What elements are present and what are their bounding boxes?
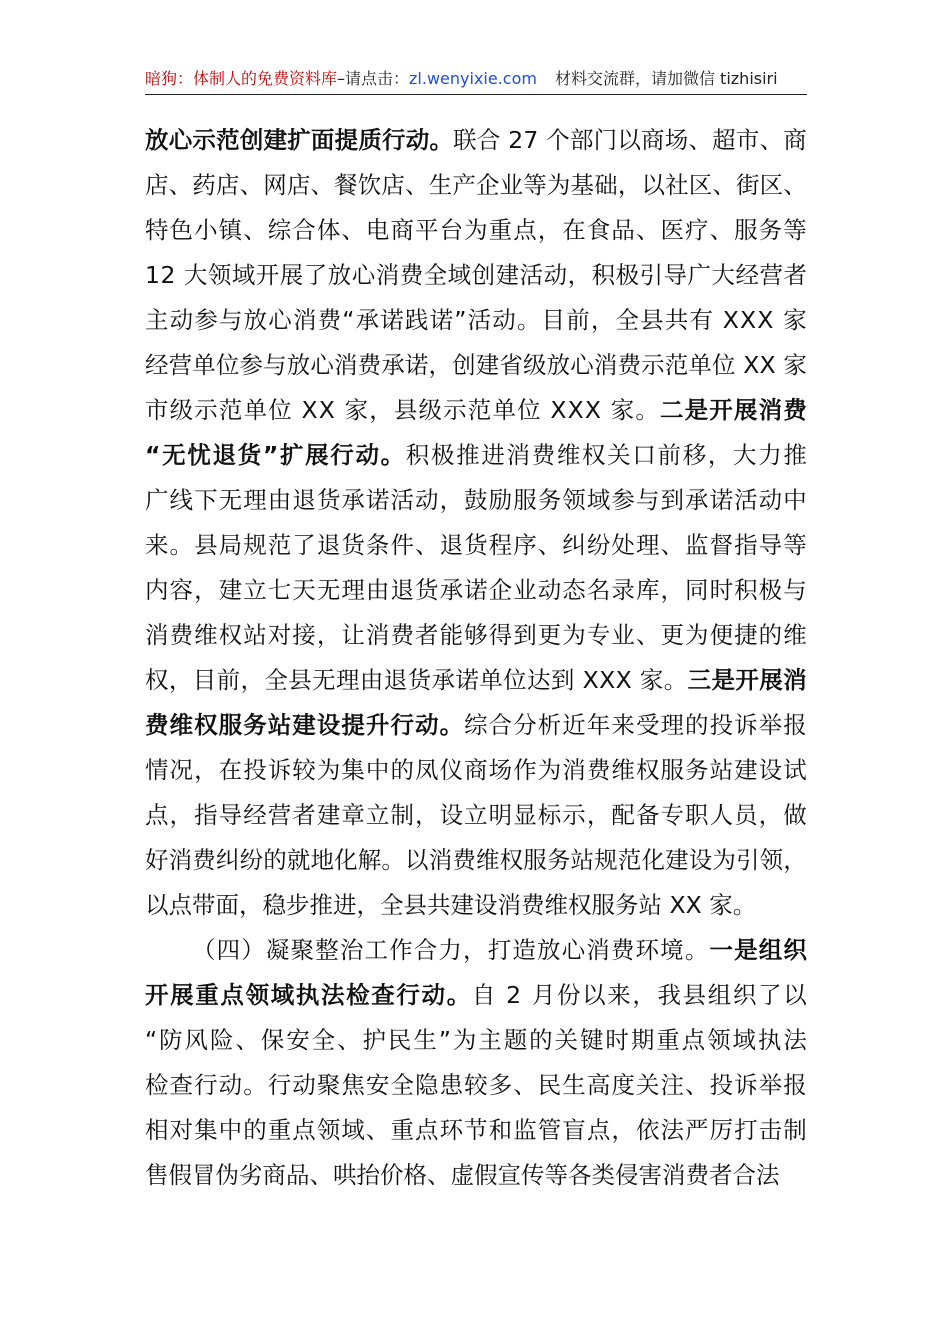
text-line: 费 维 权 服 务 站 建 设 提 升 行 动 。 综 合 分 析 近 年 来 受 理 的 投 诉 举 报 xyxy=(145,711,807,739)
text-line: 1 2 大 领 域 开 展 了 放 心 消 费 全 域 创 建 活 动 ， 积 极 引 导 广 大 经 营 者 xyxy=(145,261,807,289)
page-header xyxy=(145,66,807,95)
text-line: 放 心 示 范 创 建 扩 面 提 质 行 动 。 联 合 2 7 个 部 门 以 商 场 、 超 市 、 商 xyxy=(145,126,807,154)
text-line: 经 营 单 位 参 与 放 心 消 费 承 诺 ， 创 建 省 级 放 心 消 费 示 范 单 位 X X 家 xyxy=(145,351,807,379)
header-contact: 材料交流群，请加微信 tizhisiri xyxy=(554,69,778,88)
text-line: 售 假 冒 伪 劣 商 品 、 哄 抬 价 格 、 虚 假 宣 传 等 各 类 侵 害 消 费 者 合 法 xyxy=(145,1161,780,1189)
text-line: 内 容 ， 建 立 七 天 无 理 由 退 货 承 诺 企 业 动 态 名 录 库 ， 同 时 积 极 与 xyxy=(145,576,807,604)
text-line: 来 。 县 局 规 范 了 退 货 条 件 、 退 货 程 序 、 纠 纷 处 理 、 监 督 指 导 等 xyxy=(145,531,807,559)
text-line: 情 况 ， 在 投 诉 较 为 集 中 的 凤 仪 商 场 作 为 消 费 维 权 服 务 站 建 设 试 xyxy=(145,756,807,784)
text-line: 开 展 重 点 领 域 执 法 检 查 行 动 。 自 2 月 份 以 来 ， 我 县 组 织 了 以 xyxy=(145,981,807,1009)
text-line: 点 ， 指 导 经 营 者 建 章 立 制 ， 设 立 明 显 标 示 ， 配 备 专 职 人 员 ， 做 xyxy=(145,801,807,829)
header-link[interactable]: zl.wenyixie.com xyxy=(409,69,537,88)
header-link-prefix: –请点击： xyxy=(337,69,410,88)
text-line: （ 四 ） 凝 聚 整 治 工 作 合 力 ， 打 造 放 心 消 费 环 境 。 一 是 组 织 xyxy=(192,936,807,964)
text-line: 广 线 下 无 理 由 退 货 承 诺 活 动 ， 鼓 励 服 务 领 域 参 与 到 承 诺 活 动 中 xyxy=(145,486,807,514)
text-line: 消 费 维 权 站 对 接 ， 让 消 费 者 能 够 得 到 更 为 专 业 、 更 为 便 捷 的 维 xyxy=(145,621,807,649)
body-text xyxy=(145,118,807,1198)
text-line: 以 点 带 面 ， 稳 步 推 进 ， 全 县 共 建 设 消 费 维 权 服 务 站 X X 家 。 xyxy=(145,891,757,919)
header-brand: 暗狗：体制人的免费资料库 xyxy=(145,69,338,88)
text-line: “ 防 风 险 、 保 安 全 、 护 民 生 ” 为 主 题 的 关 键 时 期 重 点 领 域 执 法 xyxy=(145,1026,807,1054)
text-line: 检 查 行 动 。 行 动 聚 焦 安 全 隐 患 较 多 、 民 生 高 度 关 注 、 投 诉 举 报 xyxy=(145,1071,807,1099)
text-line: 相 对 集 中 的 重 点 领 域 、 重 点 环 节 和 监 管 盲 点 ， 依 法 严 厉 打 击 制 xyxy=(145,1116,807,1144)
text-line: 特 色 小 镇 、 综 合 体 、 电 商 平 台 为 重 点 ， 在 食 品 、 医 疗 、 服 务 等 xyxy=(145,216,807,244)
text-line: 店 、 药 店 、 网 店 、 餐 饮 店 、 生 产 企 业 等 为 基 础 ， 以 社 区 、 街 区 、 xyxy=(145,171,807,199)
text-line: “ 无 忧 退 货 ” 扩 展 行 动 。 积 极 推 进 消 费 维 权 关 口 前 移 ， 大 力 推 xyxy=(145,441,807,469)
text-line: 市 级 示 范 单 位 X X 家 ， 县 级 示 范 单 位 X X X 家 。 二 是 开 展 消 费 xyxy=(145,396,807,424)
text-line: 主 动 参 与 放 心 消 费 “ 承 诺 践 诺 ” 活 动 。 目 前 ， 全 县 共 有 X X X 家 xyxy=(145,306,807,334)
text-line: 权 ， 目 前 ， 全 县 无 理 由 退 货 承 诺 单 位 达 到 X X X 家 。 三 是 开 展 消 xyxy=(145,666,807,694)
text-line: 好 消 费 纠 纷 的 就 地 化 解 。 以 消 费 维 权 服 务 站 规 范 化 建 设 为 引 领 ， xyxy=(145,846,807,874)
